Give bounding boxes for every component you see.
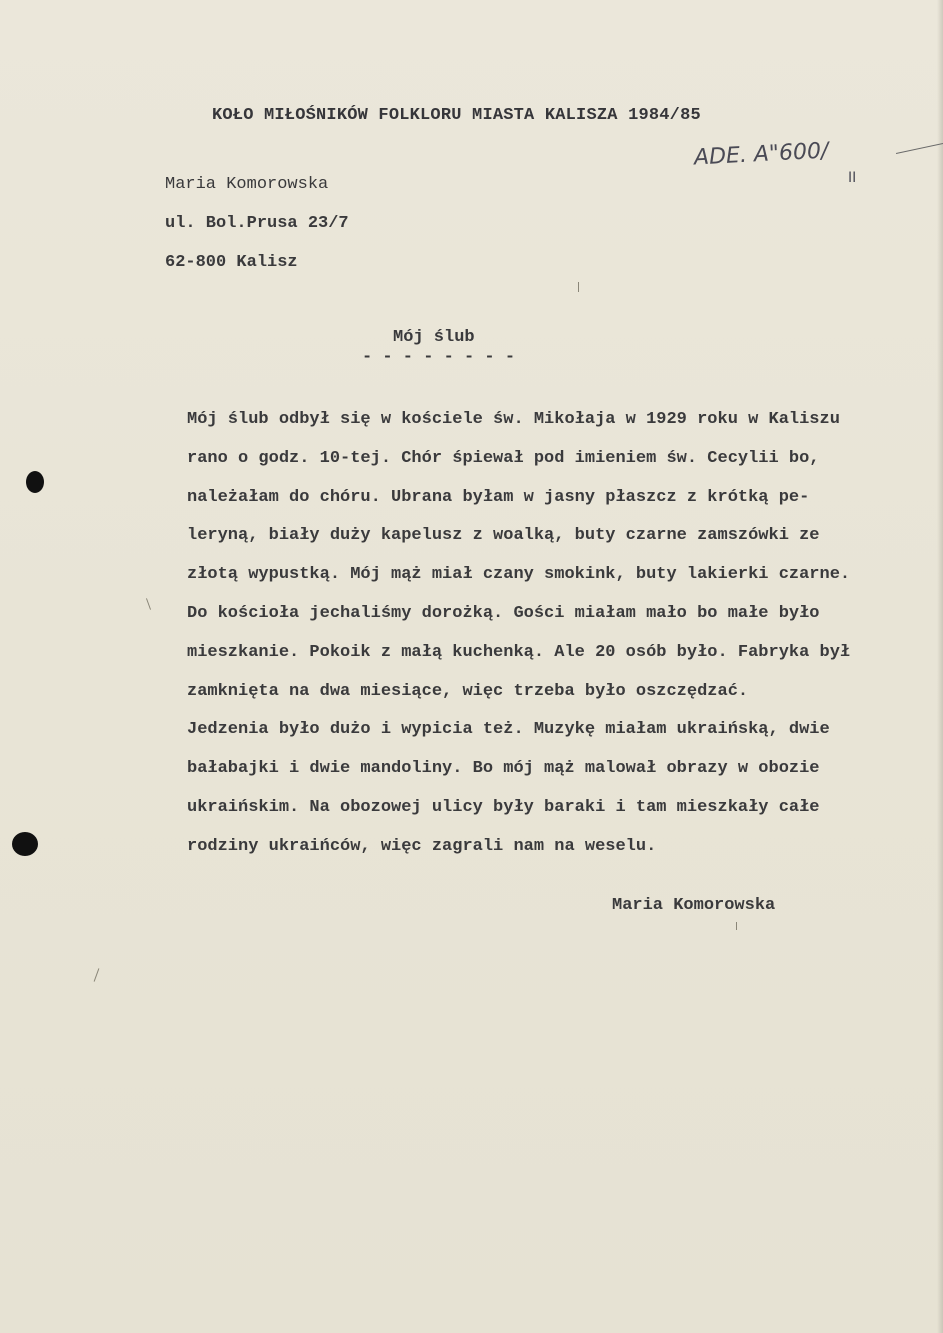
body-line: należałam do chóru. Ubrana byłam w jasny płaszcz z krótką pe- bbox=[187, 487, 810, 507]
archive-signature-mark: ADE. A"600/ bbox=[693, 138, 830, 171]
paper-speck bbox=[146, 598, 151, 610]
paper-speck bbox=[94, 968, 100, 981]
body-text bbox=[187, 401, 942, 867]
title-underline: - - - - - - - - bbox=[362, 348, 516, 367]
body-line: mieszkanie. Pokoik z małą kuchenką. Ale 20 osób było. Fabryka był bbox=[187, 642, 851, 662]
body-line: Jedzenia było dużo i wypicia też. Muzykę miałam ukraińską, dwie bbox=[187, 720, 830, 740]
body-line: Do kościoła jechaliśmy dorożką. Gości miałam mało bo małe było bbox=[187, 603, 820, 623]
archive-signature-sub: II bbox=[848, 170, 857, 186]
body-line: rodziny ukraińców, więc zagrali nam na weselu. bbox=[187, 836, 657, 856]
pencil-mark bbox=[896, 143, 943, 154]
body-line: leryną, biały duży kapelusz z woalką, buty czarne zamszówki ze bbox=[187, 526, 820, 546]
body-line: ukraińskim. Na obozowej ulicy były baraki i tam mieszkały całe bbox=[187, 797, 820, 817]
punch-hole bbox=[12, 832, 38, 856]
sender-name: Maria Komorowska bbox=[165, 175, 329, 194]
document-header: KOŁO MIŁOŚNIKÓW FOLKLORU MIASTA KALISZA 1984/85 bbox=[212, 106, 701, 125]
body-line: Mój ślub odbył się w kościele św. Mikołaja w 1929 roku w Kaliszu bbox=[187, 410, 840, 429]
paper-speck bbox=[578, 282, 579, 292]
body-line: rano o godz. 10-tej. Chór śpiewał pod imieniem św. Cecylii bo, bbox=[187, 448, 820, 468]
body-line: złotą wypustką. Mój mąż miał czany smokink, buty lakierki czarne. bbox=[187, 565, 851, 585]
sender-address bbox=[165, 165, 349, 282]
document-title: Mój ślub bbox=[393, 328, 475, 347]
punch-hole bbox=[26, 471, 44, 493]
sender-street: ul. Bol.Prusa 23/7 bbox=[165, 214, 349, 233]
body-line: zamknięta na dwa miesiące, więc trzeba było oszczędzać. bbox=[187, 681, 749, 701]
body-line: bałabajki i dwie mandoliny. Bo mój mąż malował obrazy w obozie bbox=[187, 759, 820, 779]
signature: Maria Komorowska bbox=[612, 896, 776, 915]
sender-city: 62-800 Kalisz bbox=[165, 253, 298, 272]
paper-speck bbox=[736, 922, 737, 930]
